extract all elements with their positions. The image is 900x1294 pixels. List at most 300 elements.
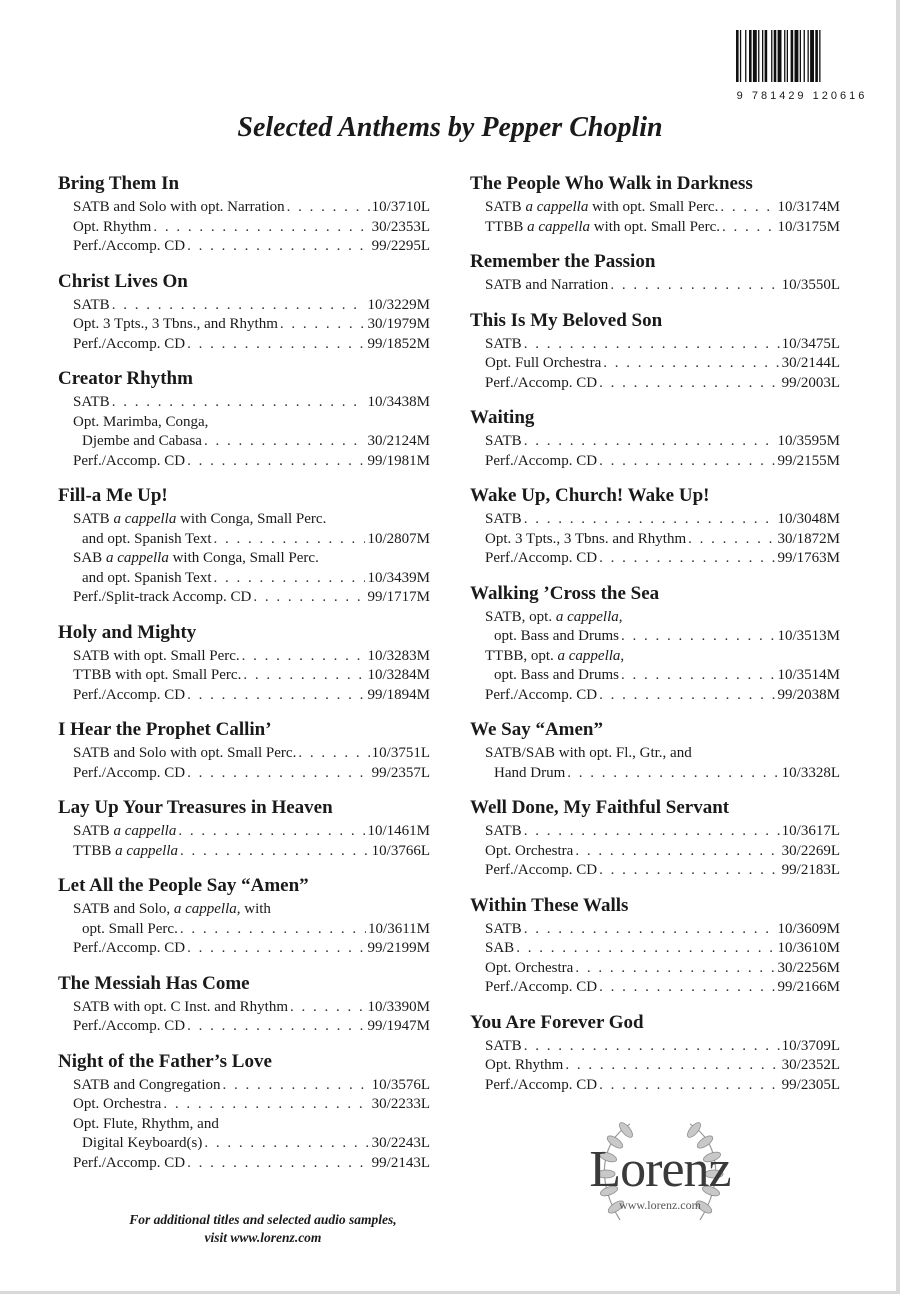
dot-leader — [223, 1076, 370, 1096]
edition-line — [58, 569, 430, 589]
text: Opt. Rhythm — [485, 1057, 564, 1073]
dot-leader — [599, 452, 775, 472]
edition-line — [470, 627, 840, 647]
edition-description — [73, 393, 110, 413]
barcode-bar — [784, 30, 785, 82]
text: SATB — [485, 511, 522, 527]
text: SATB/SAB with opt. Fl., Gtr., and — [485, 745, 692, 761]
edition-line — [58, 1115, 430, 1135]
edition-description — [73, 237, 185, 257]
catalog-number: 99/2003L — [781, 374, 840, 391]
barcode-bar — [778, 30, 782, 82]
edition-line — [470, 432, 840, 452]
edition-line — [470, 861, 840, 881]
dot-leader — [187, 939, 365, 959]
edition-description — [485, 218, 720, 238]
text: SATB — [485, 1037, 522, 1054]
dot-leader — [621, 666, 775, 686]
catalog-number: 99/2155M — [777, 452, 840, 469]
catalog-number: 10/3390M — [367, 998, 430, 1015]
text: Perf./Accomp. CD — [73, 764, 186, 781]
edition-description — [494, 764, 565, 784]
barcode-bar — [758, 30, 759, 82]
italic-text: a cappella — [105, 550, 169, 566]
edition-description — [485, 745, 692, 761]
edition-line — [58, 666, 430, 686]
edition-line — [58, 1017, 430, 1037]
edition-line — [470, 920, 840, 940]
anthem-title: Let All the People Say “Amen” — [58, 875, 309, 896]
anthem-title: You Are Forever God — [470, 1011, 644, 1033]
edition-line — [470, 510, 840, 530]
anthem-title: This Is My Beloved Son — [470, 309, 663, 331]
edition-line — [470, 764, 840, 784]
edition-line — [58, 686, 430, 706]
left-column — [58, 172, 430, 1186]
edition-line — [58, 549, 430, 569]
text: Perf./Accomp. CD — [485, 686, 598, 703]
anthem-entry — [470, 250, 840, 296]
dot-leader — [575, 959, 775, 979]
edition-line — [58, 218, 430, 238]
edition-description — [485, 842, 573, 862]
barcode-bar — [791, 30, 794, 82]
anthem-entry — [58, 972, 430, 1037]
text: SAB — [73, 550, 106, 566]
catalog-number: 10/3710L — [371, 199, 430, 215]
edition-line — [58, 764, 430, 784]
text: Opt. Flute, Rhythm, and — [73, 1115, 219, 1132]
dot-leader — [242, 647, 366, 667]
text: SATB and Congregation — [73, 1076, 221, 1093]
dot-leader — [187, 1017, 365, 1037]
edition-description — [82, 432, 202, 452]
catalog-number: 99/1852M — [367, 335, 430, 352]
text: opt. Bass and Drums — [494, 667, 619, 683]
dot-leader — [516, 939, 775, 959]
catalog-number: 10/3610M — [777, 940, 840, 956]
anthem-title: Holy and Mighty — [58, 621, 197, 643]
text: and opt. Spanish Text — [82, 530, 212, 547]
edition-description — [82, 1134, 202, 1154]
edition-line — [58, 237, 430, 257]
catalog-number: 10/3766L — [371, 842, 430, 859]
catalog-number: 30/2124M — [367, 433, 430, 449]
anthem-title: Waiting — [470, 407, 535, 428]
text: TTBB — [485, 218, 528, 235]
edition-line — [470, 276, 840, 296]
anthem-entry — [58, 718, 430, 783]
catalog-number: 30/2256M — [777, 959, 840, 976]
catalog-number: 99/2143L — [371, 1154, 430, 1171]
text: with opt. Small Perc. — [588, 199, 719, 215]
anthem-title: Christ Lives On — [58, 270, 188, 292]
dot-leader — [163, 1095, 369, 1115]
text: Opt. Orchestra — [73, 1096, 162, 1112]
dot-leader — [599, 686, 775, 706]
edition-line — [470, 686, 840, 706]
text: TTBB with opt. Small Perc. — [73, 667, 242, 683]
catalog-number: 30/1872M — [777, 530, 840, 547]
text: SATB and Solo with opt. Small Perc. — [73, 745, 297, 761]
dot-leader — [187, 237, 370, 257]
edition-description — [73, 1076, 221, 1096]
text: Djembe and Cabasa — [82, 433, 202, 449]
dot-leader — [253, 588, 365, 608]
edition-description — [73, 666, 241, 686]
text: Digital Keyboard(s) — [82, 1135, 203, 1151]
text: Perf./Accomp. CD — [73, 452, 186, 469]
edition-description — [485, 920, 522, 940]
logo-wordmark: Lorenz — [589, 1141, 731, 1198]
edition-line — [470, 666, 840, 686]
dot-leader — [575, 842, 779, 862]
edition-line — [470, 1037, 840, 1057]
edition-description — [73, 296, 110, 316]
dot-leader — [524, 432, 776, 452]
anthem-entry — [58, 796, 430, 861]
catalog-number: 10/3609M — [777, 920, 840, 937]
barcode-bar — [804, 30, 805, 82]
edition-line — [470, 647, 840, 667]
barcode-bar — [810, 30, 814, 82]
anthem-entry — [470, 582, 840, 706]
edition-line — [58, 998, 430, 1018]
text: Perf./Split-track Accomp. CD — [73, 589, 252, 605]
edition-description — [73, 588, 251, 608]
footer-line-1: For additional titles and selected audio samples, — [129, 1212, 397, 1227]
text: Perf./Accomp. CD — [73, 238, 186, 254]
anthem-title: Well Done, My Faithful Servant — [470, 797, 730, 818]
edition-description — [73, 452, 185, 472]
anthem-entry — [470, 1011, 840, 1096]
edition-line — [470, 978, 840, 998]
catalog-number: 99/1947M — [367, 1018, 430, 1034]
edition-description — [73, 511, 326, 527]
edition-line — [58, 900, 430, 920]
edition-line — [470, 218, 840, 238]
barcode-bars — [722, 26, 882, 90]
edition-line — [470, 452, 840, 472]
barcode-bar — [774, 30, 777, 82]
edition-description — [485, 1056, 563, 1076]
text: Perf./Accomp. CD — [73, 686, 186, 703]
dot-leader — [187, 452, 365, 472]
edition-description — [73, 335, 185, 355]
anthem-entry — [470, 172, 840, 237]
logo-url: www.lorenz.com — [619, 1198, 701, 1212]
dot-leader — [112, 296, 366, 316]
catalog-number: 10/3284M — [367, 667, 430, 683]
edition-description — [485, 822, 522, 842]
edition-line — [58, 335, 430, 355]
dot-leader — [722, 218, 775, 238]
text: Perf./Accomp. CD — [485, 374, 598, 391]
edition-line — [470, 822, 840, 842]
catalog-number: 10/3283M — [367, 647, 430, 664]
catalog-number: 30/2269L — [781, 842, 840, 859]
anthem-title: Fill-a Me Up! — [58, 485, 168, 506]
text: opt. Small Perc. — [82, 920, 178, 937]
edition-description — [73, 1154, 185, 1174]
edition-description — [73, 1116, 219, 1132]
edition-description — [82, 569, 212, 589]
catalog-number: 99/1717M — [367, 589, 430, 605]
edition-line — [470, 374, 840, 394]
catalog-number: 99/2295L — [371, 238, 430, 254]
edition-description — [73, 939, 185, 959]
text: with Conga, Small Perc. — [168, 550, 319, 566]
anthem-title: Walking ’Cross the Sea — [470, 582, 660, 604]
edition-description — [73, 414, 208, 430]
text: SATB with opt. Small Perc. — [73, 647, 240, 664]
text: Opt. Orchestra — [485, 959, 574, 976]
edition-description — [73, 842, 178, 862]
catalog-number: 99/1981M — [367, 452, 430, 469]
text: SATB and Solo, — [73, 901, 174, 917]
edition-description — [485, 510, 522, 530]
text: Opt. 3 Tpts., 3 Tbns., and Rhythm — [73, 316, 278, 332]
barcode-bar — [736, 30, 739, 82]
catalog-number: 10/3175M — [777, 218, 840, 235]
anthem-entry — [58, 172, 430, 257]
catalog-number: 10/3576L — [371, 1076, 430, 1093]
edition-description — [82, 920, 178, 940]
text: SATB — [73, 511, 114, 527]
edition-line — [58, 413, 430, 433]
edition-line — [470, 939, 840, 959]
catalog-number: 99/2357L — [371, 764, 430, 781]
catalog-number: 10/3048M — [777, 511, 840, 527]
text: Perf./Accomp. CD — [73, 1018, 186, 1034]
italic-text: a cappella — [113, 511, 177, 527]
edition-description — [73, 198, 285, 218]
catalog-number: 99/2166M — [777, 979, 840, 995]
text: SATB with opt. C Inst. and Rhythm — [73, 998, 289, 1015]
dot-leader — [214, 569, 366, 589]
edition-line — [58, 920, 430, 940]
catalog-number: 10/3751L — [371, 745, 430, 761]
catalog-number: 99/2305L — [781, 1076, 840, 1093]
dot-leader — [524, 510, 776, 530]
edition-description — [82, 530, 212, 550]
text: Perf./Accomp. CD — [485, 452, 598, 469]
catalog-number: 10/3550L — [781, 277, 840, 293]
catalog-number: 10/3438M — [367, 394, 430, 410]
edition-description — [73, 550, 319, 566]
edition-line — [58, 1076, 430, 1096]
anthem-title: Wake Up, Church! Wake Up! — [470, 485, 710, 506]
text: Perf./Accomp. CD — [485, 1076, 598, 1093]
catalog-number: 10/3174M — [777, 199, 840, 215]
edition-line — [58, 393, 430, 413]
dot-leader — [298, 744, 369, 764]
catalog-number: 10/3475L — [781, 335, 840, 352]
text: opt. Bass and Drums — [494, 628, 619, 644]
dot-leader — [524, 920, 776, 940]
barcode-bar — [749, 30, 752, 82]
dot-leader — [621, 627, 775, 647]
anthem-entry — [58, 270, 430, 355]
text: Perf./Accomp. CD — [73, 940, 186, 956]
edition-line — [58, 315, 430, 335]
edition-description — [494, 627, 619, 647]
catalog-number: 30/2353L — [371, 218, 430, 235]
edition-description — [73, 315, 278, 335]
dot-leader — [180, 920, 366, 940]
edition-line — [470, 198, 840, 218]
barcode-bar — [815, 30, 818, 82]
edition-description — [485, 959, 573, 979]
dot-leader — [524, 1037, 780, 1057]
edition-line — [58, 530, 430, 550]
dot-leader — [524, 335, 780, 355]
anthem-entry — [470, 718, 840, 783]
barcode-bar — [762, 30, 763, 82]
edition-line — [470, 608, 840, 628]
catalog-number: 10/3439M — [367, 569, 430, 586]
edition-description — [485, 530, 686, 550]
edition-description — [485, 335, 522, 355]
dot-leader — [688, 530, 775, 550]
barcode-bar — [771, 30, 772, 82]
anthem-title: Night of the Father’s Love — [58, 1050, 272, 1072]
edition-description — [485, 549, 597, 569]
text: with Conga, Small Perc. — [176, 511, 327, 527]
edition-line — [470, 842, 840, 862]
text: TTBB — [73, 842, 116, 859]
catalog-number: 10/3229M — [367, 296, 430, 313]
edition-description — [73, 1017, 185, 1037]
dot-leader — [187, 686, 365, 706]
dot-leader — [204, 432, 366, 452]
text: Perf./Accomp. CD — [73, 1154, 186, 1171]
dot-leader — [187, 764, 370, 784]
edition-line — [58, 588, 430, 608]
dot-leader — [214, 530, 366, 550]
edition-line — [58, 452, 430, 472]
catalog-number: 99/2199M — [367, 940, 430, 956]
catalog-number: 10/3328L — [781, 764, 840, 781]
catalog-number: 30/2352L — [781, 1057, 840, 1073]
edition-line — [470, 1076, 840, 1096]
text: , with — [236, 901, 271, 917]
anthem-title: The Messiah Has Come — [58, 972, 250, 994]
text: SATB — [485, 199, 526, 215]
catalog-number: 30/2243L — [371, 1135, 430, 1151]
italic-text: a cappella — [173, 901, 237, 917]
edition-description — [73, 647, 240, 667]
footer-note — [58, 1211, 468, 1247]
dot-leader — [599, 861, 780, 881]
edition-line — [58, 1095, 430, 1115]
text: Opt. 3 Tpts., 3 Tbns. and Rhythm — [485, 530, 687, 547]
anthem-title: The People Who Walk in Darkness — [470, 173, 753, 194]
dot-leader — [524, 822, 780, 842]
edition-description — [485, 1076, 597, 1096]
edition-line — [58, 744, 430, 764]
edition-line — [58, 296, 430, 316]
text: TTBB, opt. — [485, 647, 558, 664]
edition-description — [485, 648, 624, 664]
catalog-number: 30/2233L — [371, 1096, 430, 1112]
catalog-number: 10/3617L — [781, 823, 840, 839]
text: Perf./Accomp. CD — [485, 550, 598, 566]
edition-line — [470, 335, 840, 355]
anthem-entry — [470, 406, 840, 471]
dot-leader — [280, 315, 366, 335]
barcode-bar — [745, 30, 746, 82]
edition-description — [73, 1095, 161, 1115]
dot-leader — [112, 393, 366, 413]
edition-description — [485, 374, 597, 394]
edition-line — [58, 822, 430, 842]
edition-description — [485, 354, 601, 374]
right-column — [470, 172, 840, 1108]
catalog-number: 30/1979M — [367, 316, 430, 332]
edition-description — [73, 901, 271, 917]
edition-line — [58, 647, 430, 667]
edition-line — [470, 1056, 840, 1076]
anthem-title: Lay Up Your Treasures in Heaven — [58, 797, 333, 818]
catalog-number: 10/3595M — [777, 433, 840, 449]
text: SATB, opt. — [485, 608, 556, 625]
edition-description — [485, 686, 597, 706]
anthem-title: Remember the Passion — [470, 251, 656, 272]
catalog-number: 99/2183L — [781, 862, 840, 878]
anthem-title: Bring Them In — [58, 173, 180, 194]
text: with opt. Small Perc. — [590, 218, 720, 235]
text: SATB — [485, 433, 522, 449]
text: SATB and Solo with opt. Narration — [73, 199, 285, 215]
edition-line — [470, 744, 840, 764]
catalog-number: 30/2144L — [781, 355, 840, 371]
edition-description — [485, 609, 623, 625]
edition-description — [494, 666, 619, 686]
dot-leader — [153, 218, 369, 238]
barcode-bar — [819, 30, 820, 82]
dot-leader — [599, 1076, 780, 1096]
edition-description — [485, 198, 718, 218]
text: Perf./Accomp. CD — [485, 979, 598, 995]
catalog-number: 10/2807M — [367, 530, 430, 547]
dot-leader — [178, 822, 365, 842]
dot-leader — [180, 842, 370, 862]
dot-leader — [187, 1154, 370, 1174]
edition-description — [485, 432, 522, 452]
edition-line — [58, 1154, 430, 1174]
text: SAB — [485, 940, 515, 956]
anthem-entry — [470, 309, 840, 394]
edition-line — [58, 198, 430, 218]
edition-description — [73, 998, 288, 1018]
anthem-title: Within These Walls — [470, 894, 629, 916]
text: , — [620, 647, 625, 664]
anthem-entry — [58, 1050, 430, 1174]
edition-line — [58, 510, 430, 530]
anthem-title: Creator Rhythm — [58, 368, 193, 389]
page-title: Selected Anthems by Pepper Choplin — [237, 112, 663, 143]
italic-text: a cappella — [527, 218, 590, 235]
edition-line — [470, 959, 840, 979]
edition-description — [485, 939, 514, 959]
italic-text: a cappella — [525, 199, 589, 215]
italic-text: a cappella — [113, 823, 177, 839]
catalog-number: 99/1763M — [777, 550, 840, 566]
dot-leader — [610, 276, 779, 296]
edition-line — [470, 549, 840, 569]
edition-description — [485, 452, 597, 472]
